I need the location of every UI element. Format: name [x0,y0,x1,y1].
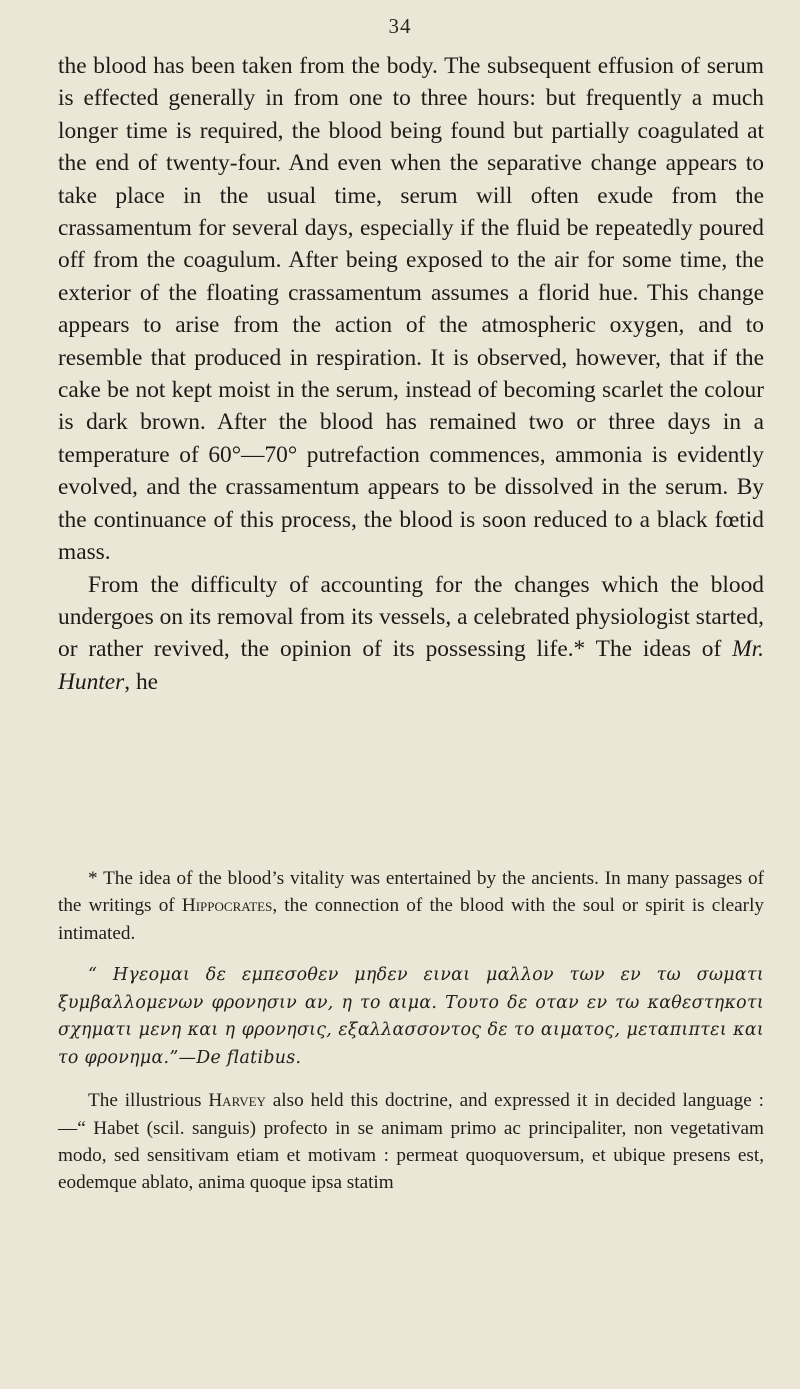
greek-quote-text: “ Ηγεομαι δε εμπεσοθεν μηδεν ειναι μαλλον των εν τω σωματι ξυμβαλλομενων φρονησιν αν, η το αιμα. Τουτο δε οταν εν τω καθεστηκοτι σχηματι μενη και η φρονησις, εξαλλασσοντος δε το αιματος, μεταπιπτει και το φρονημα.” [58,965,764,1068]
paragraph-2-end: , he [124,668,159,695]
body-paragraph-2 [58,569,764,699]
person-name-hunter: Mr. Hunter [58,636,764,695]
footnote-intro-end: , the connection of the blood with the soul or spirit is clearly intimated. [58,895,764,944]
greek-quote-citation: —De flatibus. [178,1047,302,1068]
footnote-intro-start: * The idea of the blood’s vitality was entertained by the ancients. In many passages of the writings of [58,868,764,917]
footnote [58,865,764,1197]
main-text [58,50,764,698]
harvey-end: also held this doctrine, and expressed it in decided language :—“ Habet (scil. sanguis) profecto in se animam primo ac principaliter, non vegetativam modo, sed sensitivam etiam et motivam : permeat quoquoversum, et ubique presens est, eodemque ablato, anima quoque ipsa statim [58,1090,764,1194]
paragraph-2-start: From the difficulty of accounting for the changes which the blood undergoes on its removal from its vessels, a celebrated physiologist started, or rather revived, the opinion of its possessing life.* The ideas of [58,571,764,663]
person-name-harvey: Harvey [208,1090,266,1112]
harvey-quotation [58,1087,764,1197]
greek-quotation [58,962,764,1072]
footnote-intro [58,865,764,947]
person-name-hippocrates: Hippocrates [181,895,273,917]
body-paragraph-1: the blood has been taken from the body. The subsequent effusion of serum is effected generally in from one to three hours: but frequently a much longer time is required, the blood being found but partially coagulated at the end of twenty-four. And even when the separative change appears to take place in the usual time, serum will often exude from the crassamentum for several days, especially if the fluid be repeatedly poured off from the coagulum. After being exposed to the air for some time, the exterior of the floating crassamentum assumes a florid hue. This change appears to arise from the action of the atmospheric oxygen, and to resemble that produced in respiration. It is observed, however, that if the cake be not kept moist in the serum, instead of becoming scarlet the colour is dark brown. After the blood has remained two or three days in a temperature of 60°—70° putrefaction commences, ammonia is evidently evolved, and the crassamentum appears to be dissolved in the serum. By the continuance of this process, the blood is soon reduced to a black fœtid mass. [58,53,764,566]
harvey-start: The illustrious [88,1090,209,1112]
page-number: 34 [388,14,412,38]
